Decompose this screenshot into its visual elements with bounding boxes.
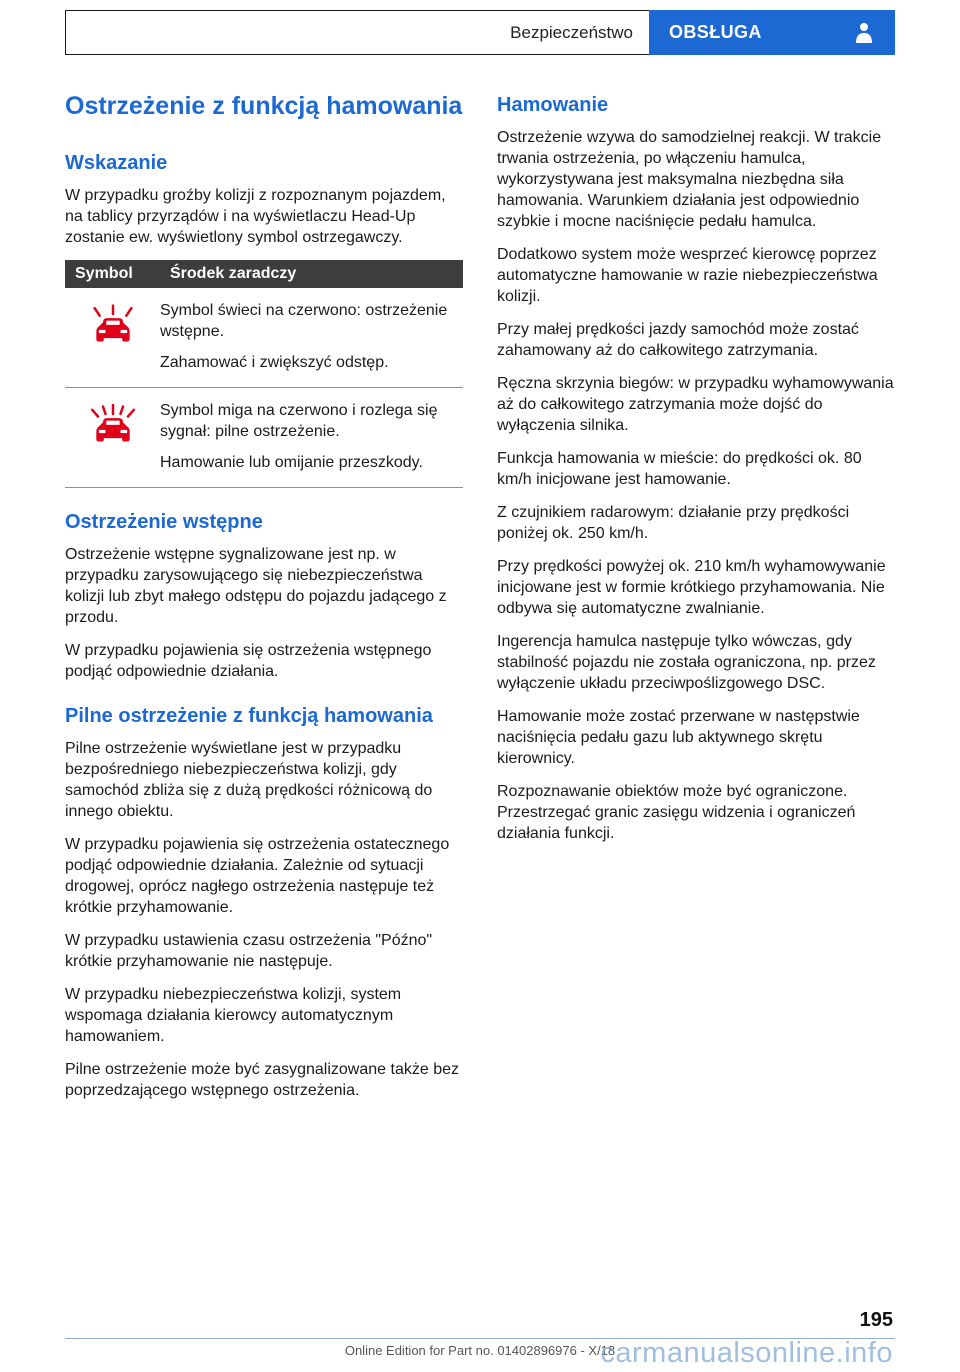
table-text: Symbol miga na czerwono i rozlega się sygnał: pilne ostrzeżenie.: [160, 401, 438, 440]
right-column: [497, 93, 895, 1113]
paragraph: W przypadku pojawienia się ostrzeżenia wstępnego podjąć odpowiednie działania.: [65, 641, 432, 680]
symbol-table-header: [65, 260, 463, 288]
car-collision-warning-icon: [65, 300, 160, 383]
table-text: Zahamować i zwiększyć odstęp.: [160, 353, 389, 371]
driver-icon: [851, 20, 877, 46]
chapter-label: Bezpieczeństwo: [510, 22, 633, 42]
page-number: 195: [859, 1309, 893, 1331]
paragraph: Hamowanie może zostać przerwane w następstwie naciśnięcia pedału gazu lub aktywnego skrętu kierownicy.: [497, 708, 860, 767]
page-header: [65, 10, 895, 55]
table-text: Symbol świeci na czerwono: ostrzeżenie wstępne.: [160, 301, 448, 340]
paragraph: Dodatkowo system może wesprzeć kierowcę poprzez automatyczne hamowanie w razie niebezpieczeństwa kolizji.: [497, 246, 878, 305]
table-cell-remedy: [160, 300, 463, 383]
column-header-remedy: Środek zaradczy: [170, 264, 297, 282]
page-title: Ostrzeżenie z funkcją hamowania: [65, 92, 463, 120]
manual-page: [0, 10, 960, 1372]
watermark: carmanualsonline.info: [600, 1337, 893, 1369]
paragraph: Przy prędkości powyżej ok. 210 km/h wyhamowywanie inicjowane jest w formie krótkiego przyhamowania. Nie odbywa się automatyczne zwalnianie.: [497, 558, 886, 617]
paragraph: Ręczna skrzynia biegów: w przypadku wyhamowywania aż do całkowitego zatrzymania może dojść do wyłączenia silnika.: [497, 375, 894, 434]
car-acute-warning-icon: [65, 400, 160, 483]
paragraph: Pilne ostrzeżenie wyświetlane jest w przypadku bezpośredniego niebezpieczeństwa kolizji, gdy samochód zbliża się z dużą prędkości różnicową do innego obiektu.: [65, 739, 433, 820]
paragraph: Ostrzeżenie wzywa do samodzielnej reakcji. W trakcie trwania ostrzeżenia, po włączeniu hamulca, wykorzystywana jest maksymalna niezbędna siła hamowania. Warunkiem działania jest odpowiednio szybkie i mocne naciśnięcie pedału hamulca.: [497, 129, 882, 230]
heading-acute-warning: Pilne ostrzeżenie z funkcją hamowania: [65, 704, 433, 727]
heading-indication: Wskazanie: [65, 151, 168, 174]
paragraph: Funkcja hamowania w mieście: do prędkości ok. 80 km/h inicjowane jest hamowanie.: [497, 450, 862, 488]
paragraph: W przypadku groźby kolizji z rozpoznanym pojazdem, na tablicy przyrządów i na wyświetlaczu Head-Up zostanie ew. wyświetlony symbol ostrzegawczy.: [65, 186, 446, 246]
paragraph: Ingerencja hamulca następuje tylko wówczas, gdy stabilność pojazdu nie została ograniczona, np. przez wyłączenie układu przeciwpoślizgowego DSC.: [497, 633, 876, 692]
footer-edition-note: Online Edition for Part no. 01402896976 - X/18: [344, 1343, 616, 1358]
paragraph: Przy małej prędkości jazdy samochód może zostać zahamowany aż do całkowitego zatrzymania.: [497, 321, 859, 359]
table-text: Hamowanie lub omijanie przeszkody.: [160, 453, 423, 471]
symbol-table: [65, 260, 463, 488]
paragraph: W przypadku pojawienia się ostrzeżenia ostatecznego podjąć odpowiednie działania. Zależnie od sytuacji drogowej, oprócz nagłego ostrzeżenia następuje też krótkie przyhamowanie.: [65, 835, 450, 916]
table-cell-remedy: [160, 400, 463, 483]
paragraph: W przypadku ustawienia czasu ostrzeżenia "Późno" krótkie przyhamowanie nie następuje.: [65, 931, 433, 970]
chapter-label-box: [65, 10, 649, 55]
content-columns: [65, 93, 895, 1113]
paragraph: W przypadku niebezpieczeństwa kolizji, system wspomaga działania kierowcy automatycznym hamowaniem.: [65, 985, 402, 1045]
section-label: OBSŁUGA: [669, 22, 762, 42]
table-row: [65, 288, 463, 388]
footer-divider: [65, 1338, 895, 1339]
column-header-symbol: Symbol: [75, 264, 133, 282]
paragraph: Pilne ostrzeżenie może być zasygnalizowane także bez poprzedzającego wstępnego ostrzeżenia.: [65, 1060, 459, 1099]
heading-braking: Hamowanie: [497, 94, 609, 116]
left-column: [65, 93, 463, 1113]
paragraph: Rozpoznawanie obiektów może być ograniczone. Przestrzegać granic zasięgu widzenia i ograniczeń działania funkcji.: [497, 783, 856, 842]
heading-pre-warning: Ostrzeżenie wstępne: [65, 510, 263, 533]
paragraph: Ostrzeżenie wstępne sygnalizowane jest np. w przypadku zarysowującego się niebezpieczeństwa kolizji lub zbyt małego odstępu do pojazdu jadącego z przodu.: [65, 545, 447, 626]
table-row: [65, 388, 463, 488]
paragraph: Z czujnikiem radarowym: działanie przy prędkości poniżej ok. 250 km/h.: [497, 504, 850, 542]
page-footer: [65, 1309, 895, 1369]
section-banner: [649, 10, 895, 55]
